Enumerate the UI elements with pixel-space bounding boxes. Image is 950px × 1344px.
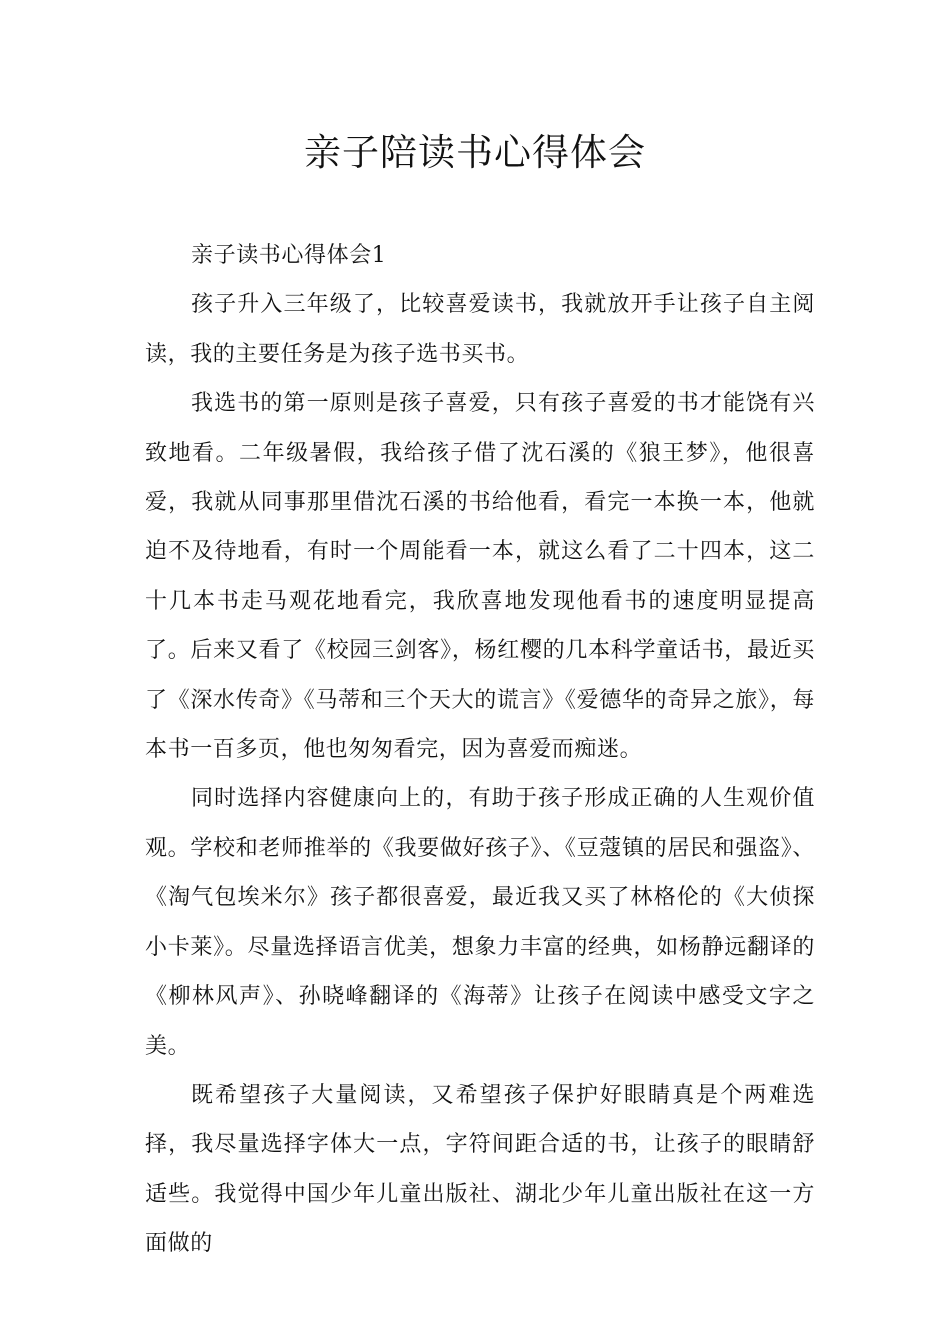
paragraph-4: 既希望孩子大量阅读，又希望孩子保护好眼睛真是个两难选择，我尽量选择字体大一点，字符间距合适的书，让孩子的眼睛舒适些。我觉得中国少年儿童出版社、湖北少年儿童出版社在这一方面做的 bbox=[145, 1082, 815, 1257]
paragraph-1: 孩子升入三年级了，比较喜爱读书，我就放开手让孩子自主阅读，我的主要任务是为孩子选书买书。 bbox=[145, 292, 815, 367]
paragraph-2: 我选书的第一原则是孩子喜爱，只有孩子喜爱的书才能饶有兴致地看。二年级暑假，我给孩子借了沈石溪的《狼王梦》，他很喜爱，我就从同事那里借沈石溪的书给他看，看完一本换一本，他就迫不及待地看，有时一个周能看一本，就这么看了二十四本，这二十几本书走马观花地看完，我欣喜地发现他看书的速度明显提高了。后来又看了《校园三剑客》，杨红樱的几本科学童话书，最近买了《深水传奇》《马蒂和三个天大的谎言》《爱德华的奇异之旅》，每本书一百多页，他也匆匆看完，因为喜爱而痴迷。 bbox=[145, 391, 815, 763]
paragraph-3: 同时选择内容健康向上的，有助于孩子形成正确的人生观价值观。学校和老师推举的《我要做好孩子》、《豆蔻镇的居民和强盗》、《淘气包埃米尔》孩子都很喜爱，最近我又买了林格伦的《大侦探小卡莱》。尽量选择语言优美，想象力丰富的经典，如杨静远翻译的《柳林风声》、孙晓峰翻译的《海蒂》让孩子在阅读中感受文字之美。 bbox=[145, 786, 815, 1059]
section-heading: 亲子读书心得体会1 bbox=[191, 243, 387, 268]
document-title: 亲子陪读书心得体会 bbox=[304, 131, 646, 174]
document-body bbox=[145, 231, 815, 1269]
